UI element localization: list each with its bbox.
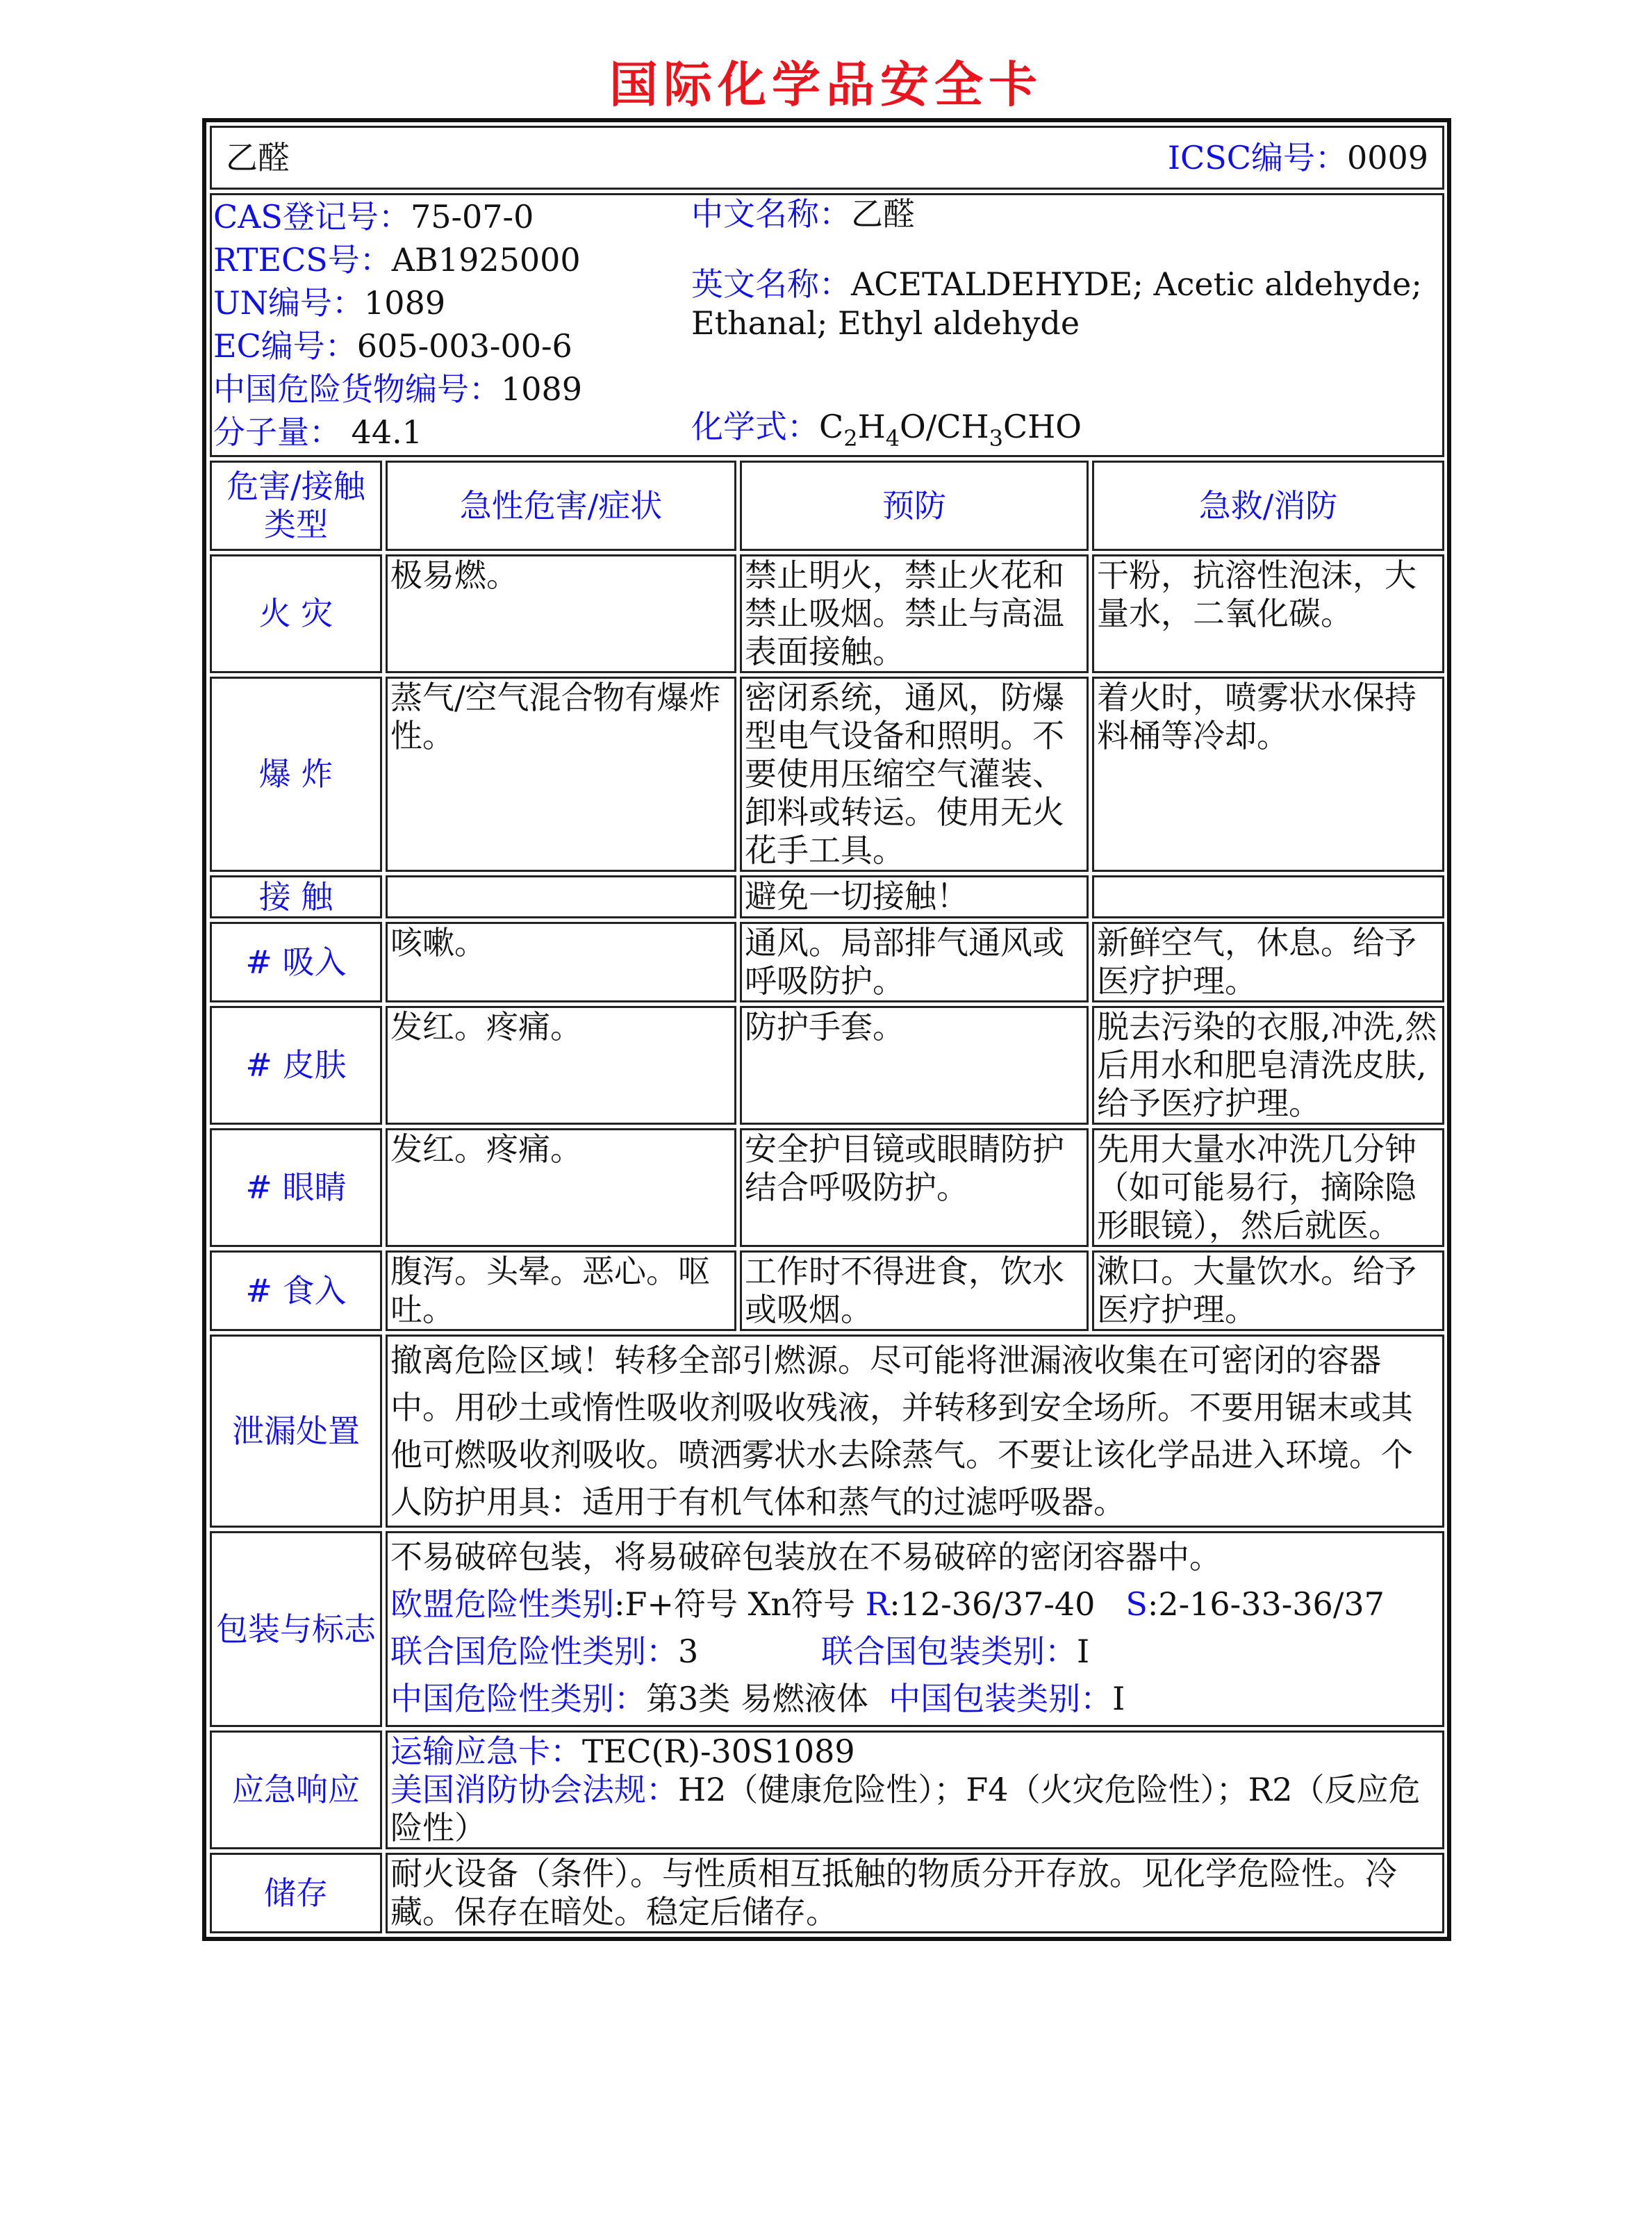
prevention-cell: 避免一切接触！	[740, 875, 1089, 918]
icsc-value: 0009	[1346, 138, 1429, 176]
cn-dg-value: 1089	[501, 370, 583, 408]
col-header-prevention: 预防	[740, 461, 1089, 551]
spill-label: 泄漏处置	[210, 1335, 382, 1528]
prevention-cell: 防护手套。	[740, 1006, 1089, 1125]
symptoms-cell: 发红。疼痛。	[386, 1128, 736, 1247]
cn-pack-value: I	[1112, 1680, 1125, 1717]
icsc-label: ICSC编号：	[1167, 138, 1347, 176]
cas-label: CAS登记号：	[213, 198, 411, 236]
chemical-name: 乙醛	[226, 138, 290, 176]
nfpa-label: 美国消防协会法规：	[390, 1771, 678, 1808]
un-pack-value: I	[1077, 1633, 1090, 1670]
row-type: 接 触	[210, 875, 382, 918]
symptoms-cell: 极易燃。	[386, 554, 736, 673]
cn-name-label: 中文名称：	[691, 195, 851, 233]
row-contact	[210, 875, 1444, 918]
s-value: :2-16-33-36/37	[1147, 1585, 1385, 1623]
un-value: 1089	[364, 284, 446, 322]
cn-hazard-value: 第3类 易燃液体	[646, 1680, 868, 1717]
prevention-cell: 密闭系统，通风，防爆型电气设备和照明。不要使用压缩空气灌装、卸料或转运。使用无火花手工具。	[740, 677, 1089, 872]
symptoms-cell: 发红。疼痛。	[386, 1006, 736, 1125]
aid-cell: 新鲜空气，休息。给予医疗护理。	[1092, 922, 1444, 1002]
header-row	[210, 126, 1444, 190]
row-eyes	[210, 1128, 1444, 1247]
eu-label: 欧盟危险性类别	[390, 1585, 614, 1623]
r-value: :12-36/37-40	[889, 1585, 1096, 1623]
row-type: # 眼睛	[210, 1128, 382, 1247]
row-fire	[210, 554, 1444, 673]
info-row	[210, 193, 1444, 457]
formula-value: $C_2H_4O/CH_3CHO$	[819, 408, 1082, 452]
col-header-symptoms: 急性危害/症状	[386, 461, 736, 551]
page-title: 国际化学品安全卡	[609, 56, 1043, 113]
s-label: S	[1125, 1585, 1148, 1623]
row-type: # 吸入	[210, 922, 382, 1002]
un-label: UN编号：	[213, 284, 365, 322]
packaging-text: 不易破碎包装，将易破碎包装放在不易破碎的密闭容器中。	[390, 1538, 1221, 1576]
mw-label: 分子量：	[213, 413, 341, 451]
spill-text: 撤离危险区域！转移全部引燃源。尽可能将泄漏液收集在可密闭的容器中。用砂土或惰性吸收剂吸收残液，并转移到安全场所。不要用锯末或其他可燃吸收剂吸收。喷洒雾状水去除蒸气。不要让该化学品进入环境。个人防护用具：适用于有机气体和蒸气的过滤呼吸器。	[386, 1335, 1444, 1528]
aid-cell: 干粉，抗溶性泡沫，大量水，二氧化碳。	[1092, 554, 1444, 673]
eu-value: :F+符号 Xn符号	[614, 1585, 866, 1623]
row-explosion	[210, 677, 1444, 872]
row-type: # 食入	[210, 1250, 382, 1331]
row-inhalation	[210, 922, 1444, 1002]
rtecs-value: AB1925000	[391, 241, 581, 279]
cn-dg-label: 中国危险货物编号：	[213, 370, 501, 408]
un-hazard-value: 3	[678, 1633, 699, 1670]
prevention-cell: 安全护目镜或眼睛防护结合呼吸防护。	[740, 1128, 1089, 1247]
col-header-aid: 急救/消防	[1092, 461, 1444, 551]
aid-cell: 先用大量水冲洗几分钟（如可能易行，摘除隐形眼镜），然后就医。	[1092, 1128, 1444, 1247]
card-label: 运输应急卡：	[390, 1733, 582, 1770]
prevention-cell: 禁止明火，禁止火花和禁止吸烟。禁止与高温表面接触。	[740, 554, 1089, 673]
row-spill	[210, 1335, 1444, 1528]
row-skin	[210, 1006, 1444, 1125]
row-packaging	[210, 1531, 1444, 1727]
aid-cell: 脱去污染的衣服,冲洗,然后用水和肥皂清洗皮肤,给予医疗护理。	[1092, 1006, 1444, 1125]
col-header-type: 危害/接触类型	[210, 461, 382, 551]
symptoms-cell: 咳嗽。	[386, 922, 736, 1002]
symptoms-cell: 蒸气/空气混合物有爆炸性。	[386, 677, 736, 872]
prevention-cell: 工作时不得进食，饮水或吸烟。	[740, 1250, 1089, 1331]
row-emergency	[210, 1731, 1444, 1849]
packaging-label: 包装与标志	[210, 1531, 382, 1727]
aid-cell: 漱口。大量饮水。给予医疗护理。	[1092, 1250, 1444, 1331]
un-hazard-label: 联合国危险性类别：	[390, 1633, 678, 1670]
row-type: # 皮肤	[210, 1006, 382, 1125]
en-name-value: ACETALDEHYDE; Acetic aldehyde; Ethanal; Ethyl aldehyde	[691, 265, 1422, 342]
aid-cell	[1092, 875, 1444, 918]
cn-hazard-label: 中国危险性类别：	[390, 1680, 646, 1717]
storage-text: 耐火设备（条件）。与性质相互抵触的物质分开存放。见化学危险性。冷藏。保存在暗处。稳定后储存。	[386, 1853, 1444, 1933]
ec-label: EC编号：	[213, 327, 357, 365]
emergency-label: 应急响应	[210, 1731, 382, 1849]
cas-value: 75-07-0	[410, 198, 534, 236]
r-label: R	[865, 1585, 890, 1623]
row-type: 火 灾	[210, 554, 382, 673]
nfpa-value: H2（健康危险性）；F4（火灾危险性）；R2（反应危险性）	[390, 1771, 1421, 1847]
row-storage	[210, 1853, 1444, 1933]
prevention-cell: 通风。局部排气通风或呼吸防护。	[740, 922, 1089, 1002]
row-type: 爆 炸	[210, 677, 382, 872]
en-name-label: 英文名称：	[691, 265, 851, 303]
aid-cell: 着火时，喷雾状水保持料桶等冷却。	[1092, 677, 1444, 872]
mw-value: 44.1	[351, 413, 423, 451]
cn-pack-label: 中国包装类别：	[889, 1680, 1113, 1717]
ec-value: 605-003-00-6	[356, 327, 572, 365]
symptoms-cell	[386, 875, 736, 918]
safety-card-table	[202, 118, 1451, 1941]
rtecs-label: RTECS号：	[213, 241, 392, 279]
cn-name-value: 乙醛	[851, 195, 915, 233]
column-header-row	[210, 461, 1444, 551]
card-value: TEC(R)-30S1089	[582, 1733, 855, 1770]
symptoms-cell: 腹泻。头晕。恶心。呕吐。	[386, 1250, 736, 1331]
un-pack-label: 联合国包装类别：	[821, 1633, 1077, 1670]
row-ingestion	[210, 1250, 1444, 1331]
formula-label: 化学式：	[691, 408, 819, 445]
storage-label: 储存	[210, 1853, 382, 1933]
